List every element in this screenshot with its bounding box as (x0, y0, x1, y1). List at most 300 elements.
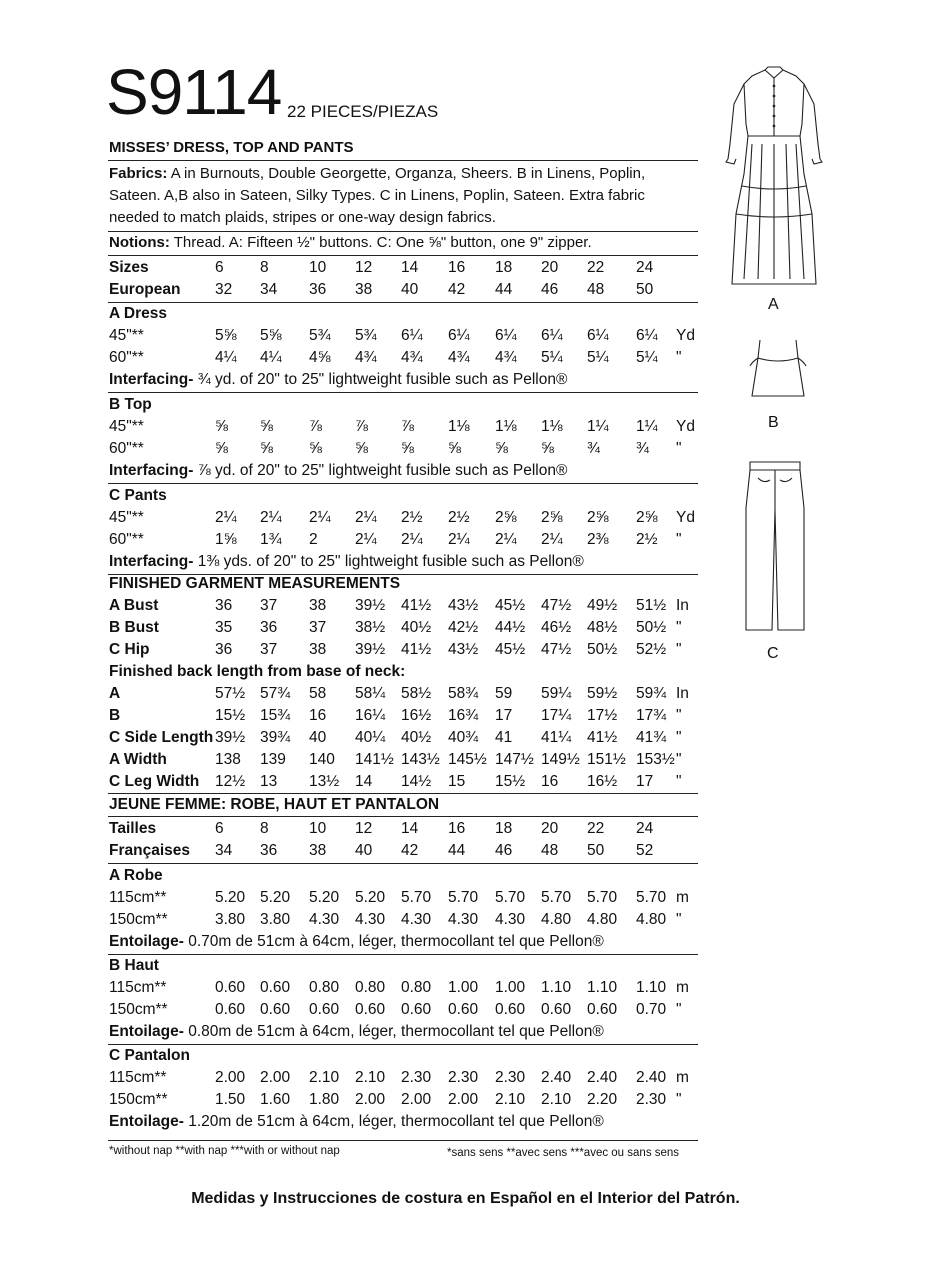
table-row (109, 279, 699, 301)
table-row (109, 909, 699, 931)
table-cell: 0.60 (448, 1001, 479, 1018)
table-cell: ¾ (636, 440, 649, 457)
row-label: European (109, 281, 181, 298)
table-cell: 0.60 (309, 1001, 340, 1018)
notions-text: Thread. A: Fifteen ½" buttons. C: One ⅝" button, one 9" zipper. (169, 234, 592, 251)
row-label: 150cm** (109, 1001, 168, 1018)
table-cell: 2.10 (355, 1069, 386, 1086)
table-row (109, 257, 699, 279)
table-cell: 17¼ (541, 707, 572, 724)
table-cell: 24 (636, 820, 654, 837)
row-label: A Bust (109, 597, 159, 614)
section-title: A Robe (109, 867, 163, 884)
table-cell: 0.60 (215, 1001, 246, 1018)
table-cell: 5.70 (587, 889, 618, 906)
finished-measurements-title: FINISHED GARMENT MEASUREMENTS (109, 575, 401, 592)
table-cell: 147½ (495, 751, 534, 768)
divider (108, 255, 698, 256)
table-row (109, 347, 699, 369)
table-cell: 46 (495, 842, 513, 859)
table-cell: 2¼ (448, 531, 470, 548)
table-cell: ⅝ (541, 440, 554, 457)
table-cell: 4.30 (448, 911, 479, 928)
unit-cell: " (676, 707, 682, 724)
table-cell: 12 (355, 259, 373, 276)
table-cell: 41½ (587, 729, 618, 746)
table-cell: 4¾ (401, 349, 423, 366)
row-label: 115cm** (109, 889, 167, 906)
table-cell: 14 (355, 773, 373, 790)
table-cell: 46½ (541, 619, 572, 636)
unit-cell: " (676, 1001, 682, 1018)
table-cell: 37 (309, 619, 327, 636)
table-cell: 2½ (401, 509, 423, 526)
table-cell: 44½ (495, 619, 526, 636)
table-cell: 8 (260, 820, 269, 837)
table-cell: 6 (215, 820, 224, 837)
table-cell: 15½ (495, 773, 526, 790)
unit-cell: " (676, 531, 682, 548)
table-row (109, 438, 699, 460)
table-cell: 2⅝ (587, 509, 609, 526)
table-cell: 16 (541, 773, 559, 790)
table-cell: 4¼ (215, 349, 237, 366)
unit-cell: " (676, 729, 682, 746)
table-cell: 0.60 (495, 1001, 526, 1018)
back-length-title: Finished back length from base of neck: (109, 663, 406, 680)
table-cell: 1¼ (587, 418, 609, 435)
table-cell: 6¼ (401, 327, 423, 344)
table-cell: 16 (448, 259, 466, 276)
table-cell: 2.30 (401, 1069, 432, 1086)
table-row (109, 1089, 699, 1111)
table-cell: 40¾ (448, 729, 479, 746)
table-cell: 41¾ (636, 729, 667, 746)
row-label: Sizes (109, 259, 149, 276)
table-cell: 20 (541, 820, 559, 837)
table-cell: ¾ (587, 440, 600, 457)
table-cell: 50½ (636, 619, 667, 636)
table-cell: 59 (495, 685, 513, 702)
unit-cell: " (676, 911, 682, 928)
row-label: 60"** (109, 440, 144, 457)
table-cell: 0.70 (636, 1001, 667, 1018)
table-cell: 2.10 (541, 1091, 572, 1108)
table-cell: 20 (541, 259, 559, 276)
table-cell: 48 (587, 281, 605, 298)
section-title: B Top (109, 396, 152, 413)
table-cell: 50½ (587, 641, 618, 658)
row-label: A Width (109, 751, 167, 768)
table-cell: 1⅛ (448, 418, 470, 435)
table-cell: 2.40 (636, 1069, 667, 1086)
table-cell: 145½ (448, 751, 487, 768)
table-cell: 34 (260, 281, 278, 298)
table-cell: 36 (309, 281, 327, 298)
table-cell: 6¼ (587, 327, 609, 344)
table-cell: 17 (636, 773, 654, 790)
table-cell: 1.50 (215, 1091, 246, 1108)
interfacing-label: Interfacing- (109, 462, 194, 479)
table-cell: 2.00 (401, 1091, 432, 1108)
table-cell: 2⅝ (495, 509, 517, 526)
table-cell: 57½ (215, 685, 246, 702)
table-cell: 41¼ (541, 729, 572, 746)
sketch-label-b: B (768, 414, 779, 431)
unit-cell: m (676, 1069, 689, 1086)
table-cell: 1⅝ (215, 531, 237, 548)
divider (108, 302, 698, 303)
row-label: C Side Length (109, 729, 214, 746)
table-cell: 45½ (495, 641, 526, 658)
table-cell: 43½ (448, 641, 479, 658)
divider (108, 863, 698, 864)
row-label: 45"** (109, 418, 144, 435)
table-cell: 2⅝ (541, 509, 563, 526)
table-cell: 2.30 (495, 1069, 526, 1086)
table-cell: 36 (260, 619, 278, 636)
table-cell: 0.80 (355, 979, 386, 996)
table-cell: 16 (309, 707, 327, 724)
table-cell: 6¼ (541, 327, 563, 344)
table-cell: 4¾ (495, 349, 517, 366)
table-cell: 0.80 (309, 979, 340, 996)
unit-cell: In (676, 685, 689, 702)
table-row (109, 727, 699, 749)
table-cell: ⅝ (309, 440, 322, 457)
table-cell: ⅞ (309, 418, 322, 435)
divider (108, 954, 698, 955)
table-cell: 13 (260, 773, 278, 790)
table-cell: 2⅝ (636, 509, 658, 526)
table-cell: 143½ (401, 751, 440, 768)
row-label: Françaises (109, 842, 190, 859)
table-cell: 51½ (636, 597, 667, 614)
unit-cell: Yd (676, 327, 695, 344)
unit-cell: In (676, 597, 689, 614)
table-cell: ⅝ (260, 418, 273, 435)
table-cell: 17 (495, 707, 513, 724)
table-cell: 2¼ (355, 509, 377, 526)
interfacing-text: 0.70m de 51cm à 64cm, léger, thermocollant tel que Pellon® (183, 933, 604, 950)
interfacing-note (109, 369, 567, 391)
table-cell: 4.30 (355, 911, 386, 928)
table-cell: 5¾ (355, 327, 377, 344)
table-cell: 6¼ (495, 327, 517, 344)
table-cell: 0.60 (215, 979, 246, 996)
row-label: 60"** (109, 349, 144, 366)
table-cell: 32 (215, 281, 233, 298)
table-cell: 1¼ (636, 418, 658, 435)
table-cell: 38 (309, 842, 327, 859)
row-label: 45"** (109, 327, 144, 344)
table-cell: 5.70 (495, 889, 526, 906)
table-cell: 16 (448, 820, 466, 837)
pants-sketch-icon (744, 458, 806, 634)
table-cell: 0.60 (587, 1001, 618, 1018)
divider (108, 1044, 698, 1045)
row-label: 45"** (109, 509, 144, 526)
table-cell: 39½ (355, 597, 386, 614)
table-cell: 50 (636, 281, 654, 298)
table-cell: 2.00 (215, 1069, 246, 1086)
notions-label: Notions: (109, 234, 170, 251)
section-title: B Haut (109, 957, 159, 974)
table-cell: 14½ (401, 773, 432, 790)
table-cell: 58¾ (448, 685, 479, 702)
interfacing-label: Entoilage- (109, 1023, 184, 1040)
table-cell: 1.80 (309, 1091, 340, 1108)
table-cell: 40½ (401, 619, 432, 636)
table-cell: 1⅛ (495, 418, 517, 435)
table-cell: 5.70 (448, 889, 479, 906)
table-cell: 47½ (541, 597, 572, 614)
top-sketch-icon (748, 338, 808, 400)
table-cell: 59½ (587, 685, 618, 702)
table-cell: 40 (355, 842, 373, 859)
table-cell: 4.80 (541, 911, 572, 928)
table-cell: 1.60 (260, 1091, 291, 1108)
table-cell: 42½ (448, 619, 479, 636)
section-title: C Pantalon (109, 1047, 190, 1064)
fabrics-paragraph (109, 163, 699, 229)
row-label: C Leg Width (109, 773, 200, 790)
table-cell: 35 (215, 619, 233, 636)
table-cell: 2.10 (495, 1091, 526, 1108)
table-cell: ⅝ (401, 440, 414, 457)
table-cell: ⅝ (495, 440, 508, 457)
table-cell: 1.10 (541, 979, 572, 996)
table-row (109, 887, 699, 909)
table-cell: 36 (215, 597, 233, 614)
interfacing-note (109, 931, 604, 953)
fabrics-label: Fabrics: (109, 165, 168, 182)
table-cell: 5.20 (309, 889, 340, 906)
divider (108, 392, 698, 393)
table-cell: 16½ (587, 773, 618, 790)
table-cell: 17½ (587, 707, 618, 724)
table-row (109, 771, 699, 793)
table-cell: 4.30 (401, 911, 432, 928)
table-cell: 2.00 (260, 1069, 291, 1086)
table-cell: 37 (260, 641, 278, 658)
table-cell: 3.80 (215, 911, 246, 928)
table-cell: 5⅝ (215, 327, 237, 344)
table-cell: 18 (495, 820, 513, 837)
table-cell: 37 (260, 597, 278, 614)
table-cell: 46 (541, 281, 559, 298)
table-cell: 2.00 (448, 1091, 479, 1108)
table-cell: 2.30 (448, 1069, 479, 1086)
table-cell: ⅝ (215, 440, 228, 457)
unit-cell: Yd (676, 418, 695, 435)
table-row (109, 639, 699, 661)
unit-cell: m (676, 979, 689, 996)
table-cell: 41 (495, 729, 513, 746)
table-cell: 14 (401, 820, 419, 837)
table-cell: 5¼ (636, 349, 658, 366)
table-cell: 47½ (541, 641, 572, 658)
footnotes-french: *sans sens **avec sens ***avec ou sans sens (447, 1147, 680, 1159)
table-cell: 2.20 (587, 1091, 618, 1108)
table-cell: 4.80 (587, 911, 618, 928)
interfacing-label: Entoilage- (109, 933, 184, 950)
table-cell: 5.20 (260, 889, 291, 906)
unit-cell: " (676, 773, 682, 790)
table-cell: 5¼ (587, 349, 609, 366)
table-cell: 2½ (636, 531, 658, 548)
footnotes-english: *without nap **with nap ***with or without nap (109, 1145, 340, 1157)
table-cell: 40 (401, 281, 419, 298)
spanish-instructions-note: Medidas y Instrucciones de costura en Español en el Interior del Patrón. (191, 1190, 740, 1207)
table-cell: 42 (448, 281, 466, 298)
table-row (109, 1067, 699, 1089)
table-cell: 14 (401, 259, 419, 276)
table-cell: 43½ (448, 597, 479, 614)
section-title: A Dress (109, 305, 168, 322)
table-cell: 52 (636, 842, 654, 859)
table-cell: ⅞ (355, 418, 368, 435)
table-row (109, 999, 699, 1021)
table-cell: 48½ (587, 619, 618, 636)
table-cell: 8 (260, 259, 269, 276)
table-cell: 2¼ (495, 531, 517, 548)
interfacing-text: 1⅜ yds. of 20" to 25" lightweight fusible such as Pellon® (193, 553, 584, 570)
table-cell: 4¾ (448, 349, 470, 366)
unit-cell: " (676, 1091, 682, 1108)
table-cell: 12 (355, 820, 373, 837)
interfacing-note (109, 1111, 604, 1133)
unit-cell: m (676, 889, 689, 906)
table-cell: 0.60 (541, 1001, 572, 1018)
table-cell: 140 (309, 751, 335, 768)
table-cell: 2¼ (355, 531, 377, 548)
table-cell: 16¼ (355, 707, 386, 724)
table-cell: 17¾ (636, 707, 667, 724)
dress-sketch-icon (722, 64, 828, 290)
table-cell: ⅝ (355, 440, 368, 457)
table-cell: 58¼ (355, 685, 386, 702)
table-cell: 2¼ (401, 531, 423, 548)
table-cell: 5.70 (541, 889, 572, 906)
table-cell: 58 (309, 685, 327, 702)
table-cell: 5¾ (309, 327, 331, 344)
table-cell: 2.40 (541, 1069, 572, 1086)
row-label: 115cm** (109, 1069, 167, 1086)
table-cell: 40½ (401, 729, 432, 746)
divider (108, 1140, 698, 1141)
table-cell: 40¼ (355, 729, 386, 746)
sketch-label-a: A (768, 296, 779, 313)
unit-cell: " (676, 619, 682, 636)
table-row (109, 977, 699, 999)
interfacing-label: Interfacing- (109, 553, 194, 570)
table-cell: 39¾ (260, 729, 291, 746)
table-cell: ⅞ (401, 418, 414, 435)
table-cell: ⅝ (260, 440, 273, 457)
sketch-label-c: C (767, 645, 779, 662)
fabrics-text: A in Burnouts, Double Georgette, Organza, Sheers. B in Linens, Poplin, Sateen. A,B also in Sateen, Silky Types. C in Linens, Poplin, Sateen. Extra fabric needed to match plaids, stripes or one-way design fabrics. (109, 165, 646, 226)
divider (108, 483, 698, 484)
table-cell: 4.30 (309, 911, 340, 928)
table-cell: 2¼ (215, 509, 237, 526)
divider (108, 160, 698, 161)
table-cell: 38 (309, 641, 327, 658)
divider (108, 816, 698, 817)
row-label: Tailles (109, 820, 157, 837)
table-cell: 151½ (587, 751, 626, 768)
pieces-count: 22 PIECES/PIEZAS (287, 102, 439, 121)
table-cell: 2¼ (541, 531, 563, 548)
table-cell: 0.60 (260, 979, 291, 996)
table-cell: 36 (215, 641, 233, 658)
table-row (109, 683, 699, 705)
interfacing-text: 1.20m de 51cm à 64cm, léger, thermocollant tel que Pellon® (183, 1113, 604, 1130)
table-cell: 2⅜ (587, 531, 609, 548)
table-cell: 0.80 (401, 979, 432, 996)
table-cell: 15½ (215, 707, 246, 724)
row-label: 115cm** (109, 979, 167, 996)
table-cell: 16¾ (448, 707, 479, 724)
table-cell: 34 (215, 842, 233, 859)
table-cell: 5.70 (636, 889, 667, 906)
interfacing-text: ⅞ yd. of 20" to 25" lightweight fusible such as Pellon® (193, 462, 568, 479)
table-cell: 5.20 (215, 889, 246, 906)
pattern-number: S9114 (106, 56, 282, 128)
table-row (109, 818, 699, 840)
table-cell: ⅝ (448, 440, 461, 457)
table-cell: 5⅝ (260, 327, 282, 344)
table-cell: 22 (587, 820, 605, 837)
table-cell: 16½ (401, 707, 432, 724)
table-cell: 6 (215, 259, 224, 276)
unit-cell: " (676, 641, 682, 658)
table-cell: 38 (309, 597, 327, 614)
table-cell: 41½ (401, 597, 432, 614)
table-cell: 12½ (215, 773, 246, 790)
table-cell: 4⅝ (309, 349, 331, 366)
table-cell: 22 (587, 259, 605, 276)
table-cell: 41½ (401, 641, 432, 658)
table-cell: 1.10 (636, 979, 667, 996)
table-row (109, 840, 699, 862)
table-cell: 5.20 (355, 889, 386, 906)
table-cell: 38½ (355, 619, 386, 636)
table-cell: 6¼ (636, 327, 658, 344)
table-row (109, 416, 699, 438)
table-cell: 3.80 (260, 911, 291, 928)
row-label: 150cm** (109, 1091, 168, 1108)
row-label: B (109, 707, 121, 724)
table-cell: 6¼ (448, 327, 470, 344)
table-cell: 4¾ (355, 349, 377, 366)
table-cell: 15 (448, 773, 466, 790)
table-cell: 0.60 (401, 1001, 432, 1018)
table-row (109, 595, 699, 617)
table-cell: 149½ (541, 751, 580, 768)
table-row (109, 529, 699, 551)
table-cell: 44 (495, 281, 513, 298)
table-cell: 58½ (401, 685, 432, 702)
table-row (109, 749, 699, 771)
table-cell: 5¼ (541, 349, 563, 366)
table-cell: 57¾ (260, 685, 291, 702)
section-title: C Pants (109, 487, 167, 504)
table-row (109, 325, 699, 347)
interfacing-label: Entoilage- (109, 1113, 184, 1130)
table-cell: 2½ (448, 509, 470, 526)
table-cell: 52½ (636, 641, 667, 658)
